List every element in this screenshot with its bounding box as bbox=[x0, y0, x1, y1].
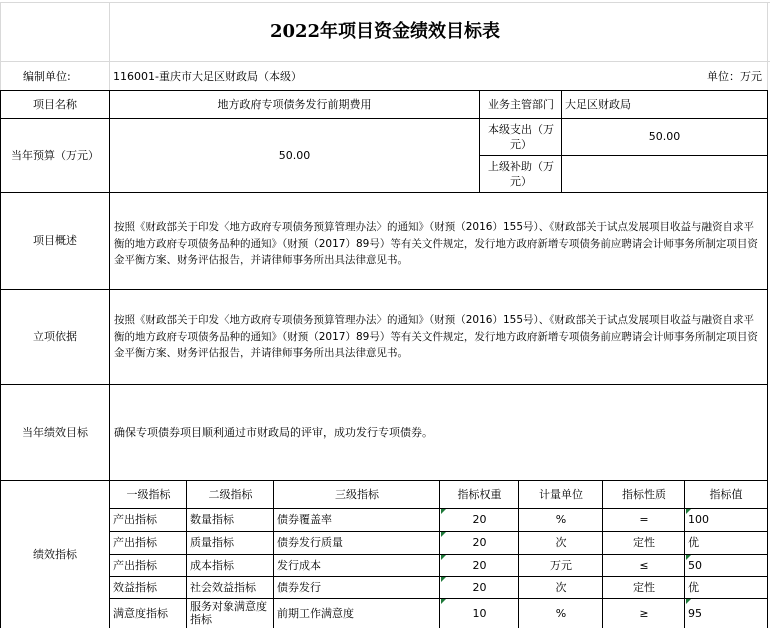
row-level1: 产出指标 bbox=[113, 536, 157, 549]
cell-error-marker bbox=[441, 555, 446, 560]
cell-error-marker bbox=[441, 509, 446, 514]
header-level2: 二级指标 bbox=[208, 487, 253, 501]
header-level1: 一级指标 bbox=[126, 487, 171, 501]
subsidy-value bbox=[562, 155, 767, 192]
row-weight: 20 bbox=[472, 580, 487, 594]
unit-label: 编制单位: bbox=[23, 69, 71, 83]
cell-error-marker bbox=[686, 599, 691, 604]
basis-text: 按照《财政部关于印发〈地方政府专项债务预算管理办法〉的通知》（财预（2016）155号）、《财政部关于试点发展项目收益与融资自求平衡的地方政府专项债务品种的通知》（财预（2017）89号）等有关文件规定，发行地方政府新增专项债务前应聘请会计师事务所制定项目资金平衡方案、财务评估报告，并请律师事务所出具法律意见书。 bbox=[114, 314, 758, 359]
cell-error-marker bbox=[686, 555, 691, 560]
basis-label: 立项依据 bbox=[33, 330, 77, 343]
budget-label: 当年预算（万元） bbox=[11, 148, 99, 162]
header-level3: 三级指标 bbox=[335, 487, 379, 501]
goal-label: 当年绩效目标 bbox=[22, 425, 88, 439]
own-expense-label: 本级支出（万元） bbox=[488, 122, 554, 151]
row-level1: 产出指标 bbox=[113, 513, 157, 526]
row-value: 优 bbox=[688, 536, 699, 549]
row-nature: 定性 bbox=[633, 580, 655, 594]
row-level3: 发行成本 bbox=[277, 558, 321, 572]
row-level2: 数量指标 bbox=[190, 513, 234, 526]
cell-error-marker bbox=[686, 509, 691, 514]
row-weight: 10 bbox=[472, 606, 487, 620]
row-level2: 社会效益指标 bbox=[190, 580, 256, 594]
row-value: 100 bbox=[688, 513, 709, 526]
row-unit: % bbox=[555, 606, 567, 620]
row-weight: 20 bbox=[472, 513, 487, 526]
budget-value: 50.00 bbox=[278, 148, 311, 162]
cell-error-marker bbox=[441, 532, 446, 537]
row-value: 优 bbox=[688, 580, 699, 594]
header-weight: 指标权重 bbox=[457, 487, 502, 501]
cell-error-marker bbox=[441, 599, 446, 604]
row-level3: 债券覆盖率 bbox=[277, 513, 332, 526]
row-weight: 20 bbox=[472, 536, 487, 549]
row-unit: 万元 bbox=[550, 558, 572, 572]
overview-label: 项目概述 bbox=[33, 234, 77, 247]
dept-value: 大足区财政局 bbox=[565, 98, 631, 111]
header-value: 指标值 bbox=[709, 487, 743, 501]
project-name-label: 项目名称 bbox=[33, 98, 77, 111]
overview-text: 按照《财政部关于印发〈地方政府专项债务预算管理办法〉的通知》（财预（2016）155号）、《财政部关于试点发展项目收益与融资自求平衡的地方政府专项债务品种的通知》（财预（2017）89号）等有关文件规定，发行地方政府新增专项债务前应聘请会计师事务所制定项目资金平衡方案、财务评估报告，并请律师事务所出具法律意见书。 bbox=[114, 221, 758, 266]
row-level1: 效益指标 bbox=[113, 580, 157, 594]
row-unit: % bbox=[555, 513, 567, 526]
indicators-label: 绩效指标 bbox=[33, 547, 77, 561]
row-value: 95 bbox=[688, 606, 702, 620]
row-level1: 满意度指标 bbox=[113, 606, 168, 620]
row-nature: ≥ bbox=[639, 606, 649, 620]
row-level3: 债券发行 bbox=[277, 580, 321, 594]
row-weight: 20 bbox=[472, 558, 487, 572]
row-unit: 次 bbox=[555, 536, 567, 549]
row-nature: 定性 bbox=[633, 536, 655, 549]
row-level3: 前期工作满意度 bbox=[277, 606, 354, 620]
goal-text: 确保专项债券项目顺利通过市财政局的评审，成功发行专项债券。 bbox=[114, 425, 433, 439]
header-nature: 指标性质 bbox=[622, 487, 666, 501]
dept-label: 业务主管部门 bbox=[488, 98, 554, 111]
own-expense-value: 50.00 bbox=[648, 130, 681, 143]
row-nature: ≤ bbox=[639, 558, 649, 572]
currency-unit: 单位：万元 bbox=[707, 69, 762, 83]
page-title: 2022年项目资金绩效目标表 bbox=[269, 21, 501, 42]
row-nature: = bbox=[639, 513, 649, 526]
row-level2: 成本指标 bbox=[190, 558, 234, 572]
cell-error-marker bbox=[441, 577, 446, 582]
unit-value: 116001-重庆市大足区财政局（本级） bbox=[113, 69, 302, 83]
row-level1: 产出指标 bbox=[113, 558, 157, 572]
header-unit: 计量单位 bbox=[539, 487, 583, 501]
subsidy-label: 上级补助（万元） bbox=[488, 159, 554, 188]
project-name-value: 地方政府专项债务发行前期费用 bbox=[217, 98, 372, 111]
row-value: 50 bbox=[688, 558, 702, 572]
row-level3: 债券发行质量 bbox=[277, 536, 343, 549]
row-level2: 质量指标 bbox=[190, 536, 234, 549]
row-level2: 服务对象满意度指标 bbox=[190, 600, 267, 626]
row-unit: 次 bbox=[555, 580, 567, 594]
